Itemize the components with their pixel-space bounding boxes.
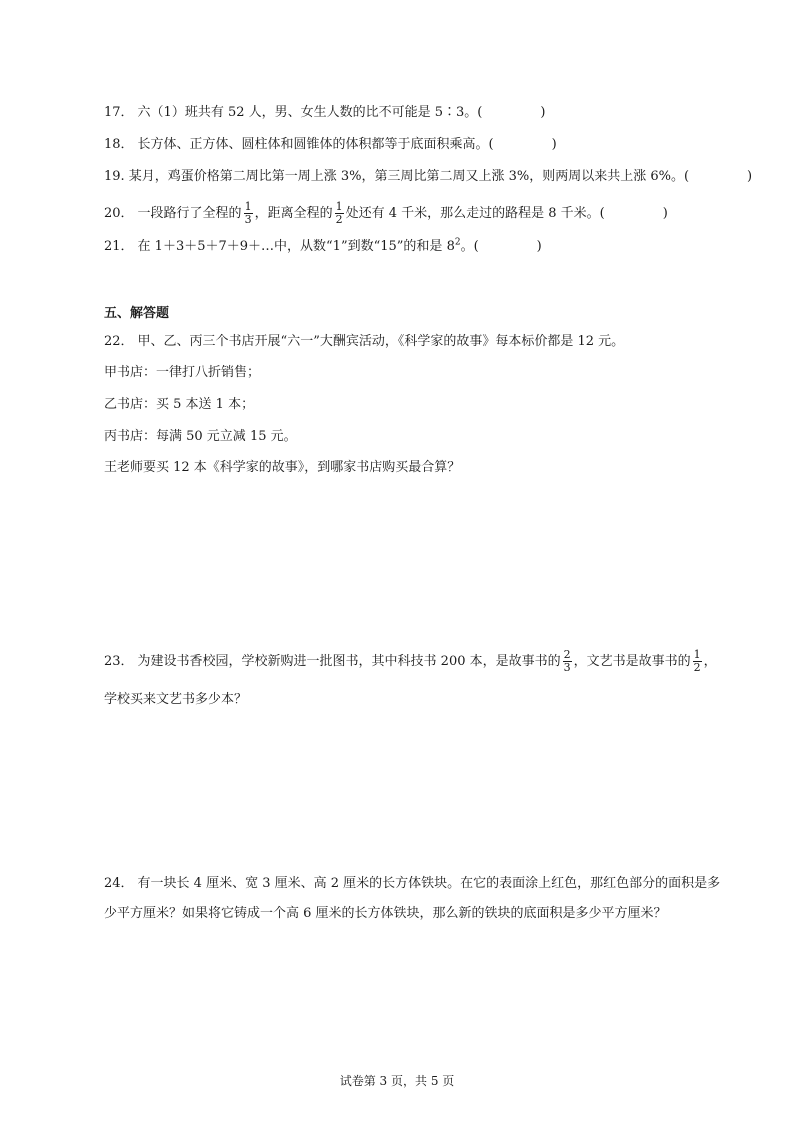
- question-17: [104, 104, 545, 122]
- question-text-c: 处还有 4 千米，那么走过的路程是 8 千米。(: [345, 206, 605, 221]
- question-text: 有一块长 4 厘米、宽 3 厘米、高 2 厘米的长方体铁块。在它的表面涂上红色，那红色部分的面积是多: [137, 876, 721, 891]
- page-footer: 试卷第 3 页，共 5 页: [339, 1074, 455, 1088]
- question-text: 六（1）班共有 52 人，男、女生人数的比不可能是 5∶3。(: [137, 105, 483, 120]
- question-21: [104, 238, 542, 256]
- question-24: [104, 875, 720, 893]
- fraction-denominator: 2: [335, 213, 343, 226]
- question-number: 18．: [104, 137, 134, 152]
- question-23: [104, 649, 717, 674]
- question-number: 21．: [104, 239, 134, 254]
- question-intro: 甲、乙、丙三个书店开展“六一”大酬宾活动，《科学家的故事》每本标价都是 12 元。: [137, 334, 625, 349]
- question-number: 23．: [104, 654, 134, 669]
- question-text: 某月，鸡蛋价格第二周比第一周上涨 3%，第三周比第二周又上涨 3%，则两周以来共上涨 6%。(: [128, 169, 690, 184]
- question-text-a: 为建设书香校园，学校新购进一批图书，其中科技书 200 本，是故事书的: [137, 654, 561, 669]
- question-text-b: ，距离全程的: [254, 206, 333, 221]
- question-24-line2: 少平方厘米？如果将它铸成一个高 6 厘米的长方体铁块，那么新的铁块的底面积是多少平方厘米？: [104, 906, 667, 921]
- fraction-numerator: 2: [563, 648, 571, 661]
- question-text-a: 在 1＋3＋5＋7＋9＋…中，从数“1”到数“15”的和是 8: [137, 239, 455, 254]
- fraction-denominator: 3: [244, 213, 252, 226]
- fraction-numerator: 1: [335, 200, 343, 213]
- blank-close: ): [536, 239, 542, 254]
- section-title: 五、解答题: [104, 306, 170, 321]
- shop-rule-jia: 甲书店：一律打八折销售；: [104, 365, 261, 380]
- blank-close: ): [747, 169, 753, 184]
- exponent: 2: [454, 237, 461, 248]
- shop-rule-yi: 乙书店：买 5 本送 1 本；: [104, 397, 255, 412]
- question-number: 17．: [104, 105, 134, 120]
- question-23-ask: 学校买来文艺书多少本？: [104, 692, 248, 707]
- question-number: 19.: [104, 169, 125, 184]
- question-19: [104, 168, 752, 186]
- fraction-denominator: 2: [693, 661, 701, 674]
- fraction: [563, 649, 572, 674]
- fraction: [335, 201, 344, 226]
- question-text: 长方体、正方体、圆柱体和圆锥体的体积都等于底面积乘高。(: [137, 137, 494, 152]
- question-text-a: 一段路行了全程的: [137, 206, 242, 221]
- question-text-b: 。(: [460, 239, 479, 254]
- shop-rule-bing: 丙书店：每满 50 元立减 15 元。: [104, 429, 297, 444]
- fraction-denominator: 3: [563, 661, 571, 674]
- blank-close: ): [551, 137, 557, 152]
- question-text-b: ，文艺书是故事书的: [573, 654, 691, 669]
- blank-close: ): [662, 206, 668, 221]
- question-22: [104, 333, 624, 351]
- fraction: [693, 649, 702, 674]
- question-text-c: ，: [703, 654, 717, 669]
- question-22-ask: 王老师要买 12 本《科学家的故事》，到哪家书店购买最合算？: [104, 460, 461, 475]
- question-18: [104, 136, 557, 154]
- question-number: 20．: [104, 206, 134, 221]
- fraction: [244, 201, 253, 226]
- question-number: 24．: [104, 876, 134, 891]
- fraction-numerator: 1: [693, 648, 701, 661]
- fraction-numerator: 1: [244, 200, 252, 213]
- question-20: [104, 201, 668, 226]
- blank-close: ): [540, 105, 546, 120]
- question-number: 22．: [104, 334, 134, 349]
